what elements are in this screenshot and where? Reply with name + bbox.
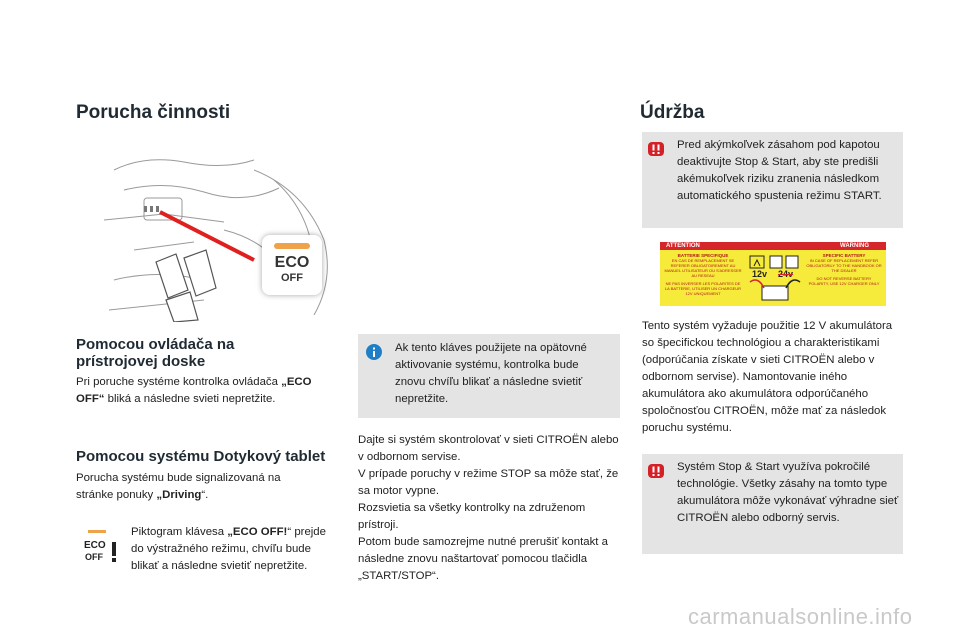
section-heading-dashboard: Pomocou ovládača na prístrojovej doske <box>76 336 235 370</box>
label-en-head: SPECIFIC BATTERY <box>822 253 866 258</box>
label-warning: WARNING <box>840 243 869 249</box>
exclamation-dot-icon <box>112 558 116 562</box>
label-fr-text2: NE PAS INVERSER LES POLARITES DE LA BATTERIE, UTILISER UN CHARGEUR 12V UNIQUEMENT <box>664 281 742 296</box>
label-en-text: IN CASE OF REPLACEMENT REFER OBLIGATORILY TO THE HANDBOOK OR THE DEALER <box>806 258 882 273</box>
eco-off-button <box>262 235 322 295</box>
section-text-dashboard <box>76 374 338 408</box>
page-title-right: Údržba <box>640 102 705 123</box>
text-part: Pri poruche systéme kontrolka ovládača <box>76 376 282 388</box>
warning-text-2: Systém Stop & Start využíva pokročilé technológie. Všetky zásahy na tomto type akumulátora môže vykonávať výhradne sieť CITROËN alebo odborný servis. <box>677 461 899 524</box>
label-24v: 24v <box>778 269 794 279</box>
text-part: bliká a následne svieti nepretžite. <box>104 393 276 405</box>
battery-warning-label <box>660 242 886 306</box>
label-fr <box>664 253 742 296</box>
watermark: carmanualsonline.info <box>688 604 913 629</box>
label-fr-text: EN CAS DE REMPLACEMENT SE REFERER OBLIGATOIREMENT AU MANUEL UTILISATEUR OU S'ADRESSER AU RESEAU <box>664 258 742 278</box>
icon-off-text: OFF <box>85 552 103 562</box>
label-attention: ATTENTION <box>666 243 700 249</box>
icon-eco-text: ECO <box>84 540 106 551</box>
info-box <box>358 334 620 418</box>
warning-box-1 <box>642 132 903 228</box>
text-part: Porucha systému bude signalizovaná na stránke ponuky <box>76 472 281 501</box>
warning-text-1: Pred akýmkoľvek zásahom pod kapotou deaktivujte Stop & Start, aby ste predišli akémukoľvek riziku zranenia následkom automatického spustenia režimu START. <box>677 139 882 202</box>
warning-icon <box>648 464 664 478</box>
pictogram-text <box>131 524 327 575</box>
warning-box-2 <box>642 454 903 554</box>
label-en <box>806 253 882 286</box>
info-icon <box>366 344 382 360</box>
text-bold-part: „ECO OFF! <box>227 526 288 538</box>
text-bold-part: „ECO OFF“ <box>76 376 312 405</box>
page-title-left: Porucha činnosti <box>76 102 231 123</box>
exclamation-icon <box>112 542 116 556</box>
right-body-text: Tento systém vyžaduje použitie 12 V akumulátora so špecifickou technológiou a charakteristikami (odporúčania získate v sieti CITROËN alebo v odbornom servise). Namontovanie iného akumulátora ako akumulátora odporúčaného spoločnosťou CITROËN, môže mať za následok poruchu systému. <box>642 320 893 434</box>
info-box-text: Ak tento kláves použijete na opätovné aktivovanie systému, kontrolka bude znovu chvíľu blikať a následne svietiť nepretžite. <box>395 342 587 405</box>
label-12v: 12v <box>752 269 768 279</box>
section-text-tablet <box>76 470 308 504</box>
warning-icon <box>648 142 664 156</box>
section-heading-tablet: Pomocou systému Dotykový tablet <box>76 448 326 465</box>
middle-body-text: Dajte si systém skontrolovať v sieti CITROËN alebo v odbornom servise. V prípade poruchy v režime STOP sa môže stať, že sa motor vypne. Rozsvietia sa všetky kontrolky na združenom prístroji. Potom bude samozrejme nutné prerušiť kontakt a následne znovu naštartovať pomocou tlačidla „START/STOP“. <box>358 434 619 582</box>
label-fr-head: BATTERIE SPECIFIQUE <box>677 253 729 258</box>
text-part: Piktogram klávesa <box>131 526 228 538</box>
eco-led-indicator <box>274 243 310 249</box>
off-label: OFF <box>281 272 303 284</box>
eco-label: ECO <box>274 254 310 271</box>
text-bold-part: „Driving <box>156 489 202 501</box>
text-part: “ prejde do výstražného režimu, chvíľu bude blikať a následne svietiť nepretžite. <box>131 526 326 572</box>
eco-off-warning-icon <box>84 530 124 570</box>
text-part: “. <box>201 489 209 501</box>
label-en-text2: DO NOT REVERSE BATTERY POLARITY, USE 12V CHARGER ONLY <box>808 276 880 286</box>
eco-bar-icon <box>88 530 106 533</box>
